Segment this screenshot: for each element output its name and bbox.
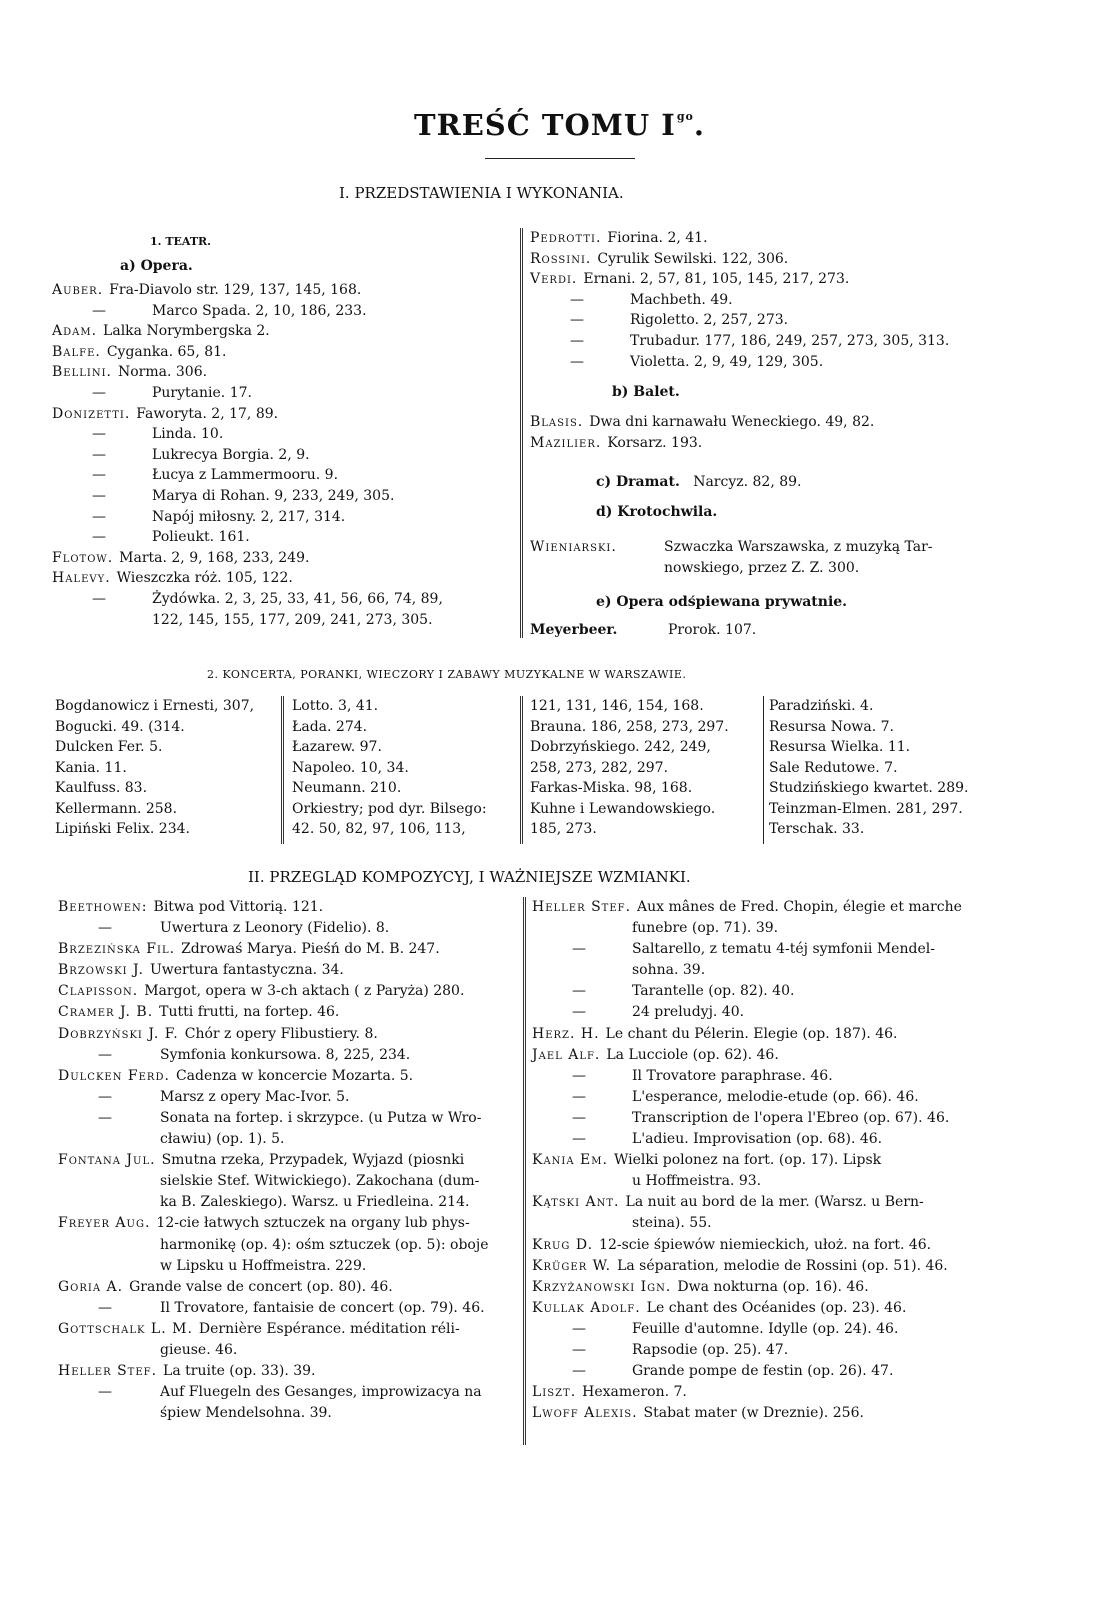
entry-composer: — bbox=[572, 1320, 586, 1337]
entry-title: Grande pompe de festin (op. 26). 47. bbox=[632, 1363, 894, 1380]
entry-title: La séparation, melodie de Rossini (op. 51). 46. bbox=[617, 1257, 948, 1274]
section-2-heading: 2. KONCERTA, PORANKI, WIECZORY I ZABAWY MUZYKALNE W WARSZAWIE. bbox=[207, 668, 687, 681]
entry-composer: — bbox=[92, 384, 106, 401]
entry-composer: Donizetti. bbox=[52, 405, 131, 422]
entry-title: Wielki polonez na fort. (op. 17). Lipsk bbox=[613, 1152, 882, 1169]
koncert-item: Napoleo. 10, 34. bbox=[292, 759, 409, 776]
entry-title: Dernière Espérance. méditation réli- bbox=[198, 1320, 460, 1337]
entry-row bbox=[52, 321, 512, 342]
przeglad-list-right bbox=[532, 897, 1022, 1424]
koncert-item: Sale Redutowe. 7. bbox=[769, 759, 898, 776]
entry-row bbox=[532, 1340, 1022, 1361]
entry-title: Violetta. 2, 9, 49, 129, 305. bbox=[630, 353, 824, 370]
entry-row bbox=[532, 1066, 1022, 1087]
krotochwila-heading: d) Krotochwila. bbox=[596, 504, 718, 520]
koncert-item: Bogdanowicz i Ernesti, 307, bbox=[55, 698, 255, 714]
opera-prywatnie-heading: e) Opera odśpiewana prywatnie. bbox=[596, 594, 848, 610]
entry-title: 12-scie śpiewów niemieckich, ułoż. na fort. 46. bbox=[599, 1236, 932, 1253]
entry-row bbox=[532, 1129, 1022, 1150]
entry-row bbox=[532, 1361, 1022, 1382]
entry-composer: Halevy. bbox=[52, 570, 111, 587]
entry-row bbox=[52, 486, 512, 507]
entry-composer: — bbox=[572, 1363, 586, 1380]
opera-list-left bbox=[52, 280, 512, 630]
teatr-heading: 1. TEATR. bbox=[150, 235, 211, 248]
entry-row bbox=[58, 1045, 518, 1066]
opera-prywatnie-entry: Meyerbeer. Prorok. 107. bbox=[530, 622, 757, 638]
entry-title: Machbeth. 49. bbox=[630, 291, 733, 308]
entry-title: Rapsodie (op. 25). 47. bbox=[632, 1341, 789, 1358]
entry-composer: — bbox=[572, 1088, 586, 1105]
entry-title: Grande valse de concert (op. 80). 46. bbox=[129, 1278, 393, 1295]
entry-title: 12-cie łatwych sztuczek na organy lub phys- bbox=[156, 1215, 470, 1232]
entry-title: Marco Spada. 2, 10, 186, 233. bbox=[152, 302, 367, 319]
dramat-row: c) Dramat. Narcyz. 82, 89. bbox=[596, 474, 802, 490]
entry-row bbox=[52, 280, 512, 301]
entry-row bbox=[52, 568, 512, 589]
entry-row bbox=[530, 331, 1030, 352]
przeglad-list-left bbox=[58, 897, 518, 1424]
entry-composer: — bbox=[98, 1299, 112, 1316]
entry-title: w Lipsku u Hoffmeistra. 229. bbox=[160, 1257, 367, 1274]
section-1-heading: I. PRZEDSTAWIENIA I WYKONANIA. bbox=[339, 184, 624, 202]
entry-title: Symfonia konkursowa. 8, 225, 234. bbox=[160, 1046, 411, 1063]
entry-row bbox=[532, 939, 1022, 960]
entry-row bbox=[530, 249, 1030, 270]
entry-title: L'adieu. Improvisation (op. 68). 46. bbox=[632, 1131, 883, 1148]
entry-composer: — bbox=[572, 1341, 586, 1358]
entry-composer: — bbox=[572, 1067, 586, 1084]
opera-list-right bbox=[530, 228, 1030, 372]
entry-composer: Kullak Adolf. bbox=[532, 1299, 641, 1316]
koncert-item: Kania. 11. bbox=[55, 759, 127, 776]
entry-row bbox=[52, 301, 512, 322]
entry-row bbox=[58, 1129, 518, 1150]
entry-row bbox=[58, 1213, 518, 1234]
entry-composer: — bbox=[572, 1004, 586, 1021]
entry-title: Stabat mater (w Dreznie). 256. bbox=[643, 1405, 864, 1422]
opera-heading: a) Opera. bbox=[120, 258, 193, 274]
entry-composer: — bbox=[98, 1046, 112, 1063]
entry-row bbox=[52, 404, 512, 425]
entry-composer: Herz. H. bbox=[532, 1025, 600, 1042]
entry-title: Le chant des Océanides (op. 23). 46. bbox=[646, 1299, 907, 1316]
entry-title: Il Trovatore, fantaisie de concert (op. 79). 46. bbox=[160, 1299, 485, 1316]
entry-composer: Beethowen: bbox=[58, 899, 148, 915]
entry-title: Cyganka. 65, 81. bbox=[106, 343, 227, 360]
koncert-item: Kuhne i Lewandowskiego. bbox=[530, 800, 716, 817]
entry-title: gieuse. 46. bbox=[160, 1341, 238, 1358]
koncert-item: Łazarew. 97. bbox=[292, 739, 382, 755]
entry-composer: Gottschalk L. M. bbox=[58, 1320, 193, 1337]
koncert-item: Brauna. 186, 258, 273, 297. bbox=[530, 718, 729, 735]
entry-row bbox=[532, 1108, 1022, 1129]
entry-title: Trubadur. 177, 186, 249, 257, 273, 305, 313. bbox=[630, 332, 950, 349]
entry-row bbox=[58, 1235, 518, 1256]
entry-title: Dwa nokturna (op. 16). 46. bbox=[677, 1278, 869, 1295]
entry-row bbox=[532, 1319, 1022, 1340]
entry-title: Tutti frutti, na fortep. 46. bbox=[159, 1004, 340, 1021]
entry-composer: — bbox=[92, 467, 106, 484]
koncert-item: Paradziński. 4. bbox=[769, 698, 874, 714]
entry-composer: Kania Em. bbox=[532, 1152, 608, 1169]
entry-row bbox=[532, 1235, 1022, 1256]
entry-composer: Auber. bbox=[52, 282, 104, 298]
entry-composer: — bbox=[572, 941, 586, 958]
entry-title: La nuit au bord de la mer. (Warsz. u Bern- bbox=[625, 1194, 924, 1211]
entry-composer: — bbox=[572, 983, 586, 1000]
entry-composer: Krüger W. bbox=[532, 1257, 612, 1274]
entry-title: Uwertura z Leonory (Fidelio). 8. bbox=[160, 920, 390, 937]
entry-row bbox=[58, 1108, 518, 1129]
column-divider-3 bbox=[520, 696, 523, 844]
entry-composer: Kątski Ant. bbox=[532, 1194, 620, 1211]
entry-row bbox=[58, 1066, 518, 1087]
koncert-item: Teinzman-Elmen. 281, 297. bbox=[769, 800, 963, 817]
entry-composer: — bbox=[98, 920, 112, 937]
entry-composer: — bbox=[570, 353, 584, 370]
entry-title: Purytanie. 17. bbox=[152, 384, 252, 401]
koncert-item: Dulcken Fer. 5. bbox=[55, 739, 163, 755]
entry-composer: Liszt. bbox=[532, 1384, 577, 1401]
koncert-item: Studzińskiego kwartet. 289. bbox=[769, 780, 969, 796]
koncerty-col-1 bbox=[55, 696, 277, 840]
entry-title: Faworyta. 2, 17, 89. bbox=[136, 405, 279, 422]
entry-composer: — bbox=[92, 302, 106, 319]
entry-row bbox=[532, 1256, 1022, 1277]
entry-title: Łucya z Lammermooru. 9. bbox=[152, 467, 339, 484]
entry-row bbox=[532, 1298, 1022, 1319]
entry-composer: Jael Alf. bbox=[532, 1046, 601, 1063]
entry-row bbox=[52, 465, 512, 486]
entry-title: Cyrulik Sewilski. 122, 306. bbox=[597, 250, 789, 267]
entry-title: La Lucciole (op. 62). 46. bbox=[606, 1046, 779, 1063]
entry-title: Transcription de l'opera l'Ebreo (op. 67). 46. bbox=[632, 1109, 950, 1126]
entry-title: ka B. Zaleskiego). Warsz. u Friedleina. 214. bbox=[160, 1194, 470, 1211]
entry-title: Tarantelle (op. 82). 40. bbox=[632, 983, 795, 1000]
entry-composer: Adam. bbox=[52, 323, 98, 340]
column-divider-4 bbox=[763, 696, 764, 844]
entry-title: L'esperance, melodie-etude (op. 66). 46. bbox=[632, 1088, 919, 1105]
entry-title: cławiu) (op. 1). 5. bbox=[160, 1131, 285, 1148]
entry-composer: Fontana Jul. bbox=[58, 1152, 156, 1169]
entry-composer: Balfe. bbox=[52, 343, 101, 360]
entry-title: Polieukt. 161. bbox=[152, 529, 250, 546]
entry-row bbox=[532, 1024, 1022, 1045]
koncert-item: Resursa Wielka. 11. bbox=[769, 739, 911, 755]
entry-row bbox=[532, 1045, 1022, 1066]
krotochwila-entry: Wieniarski. Szwaczka Warszawska, z muzyką Tar- nowskiego, przez Z. Z. 300. bbox=[530, 539, 933, 576]
entry-composer: Goria A. bbox=[58, 1278, 124, 1295]
entry-title: La truite (op. 33). 39. bbox=[163, 1363, 316, 1380]
entry-title: Marsz z opery Mac-Ivor. 5. bbox=[160, 1088, 350, 1105]
entry-composer: Blasis. bbox=[530, 414, 584, 430]
entry-row bbox=[532, 897, 1022, 918]
entry-title: Sonata na fortep. i skrzypce. (u Putza w Wro- bbox=[160, 1109, 482, 1126]
koncert-item: Kaulfuss. 83. bbox=[55, 780, 148, 796]
column-divider-1 bbox=[520, 228, 523, 638]
entry-composer: — bbox=[92, 426, 106, 443]
entry-title: Rigoletto. 2, 257, 273. bbox=[630, 312, 789, 329]
entry-title: Cadenza w koncercie Mozarta. 5. bbox=[175, 1067, 414, 1084]
koncert-item: Bogucki. 49. (314. bbox=[55, 718, 185, 735]
entry-title: Żydówka. 2, 3, 25, 33, 41, 56, 66, 74, 89, bbox=[152, 590, 443, 607]
entry-title: 122, 145, 155, 177, 209, 241, 273, 305. bbox=[152, 611, 433, 628]
entry-composer: Lwoff Alexis. bbox=[532, 1405, 638, 1422]
koncert-item: 121, 131, 146, 154, 168. bbox=[530, 698, 704, 714]
koncerty-col-4 bbox=[769, 696, 1019, 840]
entry-title: 24 preludyj. 40. bbox=[632, 1004, 745, 1021]
entry-composer: Brzezińska Fil. bbox=[58, 941, 176, 958]
entry-title: Norma. 306. bbox=[117, 364, 208, 381]
entry-title: Lukrecya Borgia. 2, 9. bbox=[152, 446, 310, 463]
title-divider bbox=[485, 158, 635, 159]
koncert-item: Lipiński Felix. 234. bbox=[55, 821, 190, 837]
entry-row bbox=[532, 1150, 1022, 1171]
entry-title: Korsarz. 193. bbox=[607, 434, 703, 451]
entry-row bbox=[52, 507, 512, 528]
entry-composer: Bellini. bbox=[52, 364, 112, 381]
koncert-item: Kellermann. 258. bbox=[55, 800, 178, 817]
entry-row bbox=[532, 1087, 1022, 1108]
entry-row bbox=[532, 1277, 1022, 1298]
entry-composer: Clapisson. bbox=[58, 983, 139, 1000]
entry-composer: Dulcken Ferd. bbox=[58, 1067, 170, 1084]
entry-row bbox=[532, 1382, 1022, 1403]
entry-title: Auf Fluegeln des Gesanges, improwizacya na bbox=[160, 1384, 482, 1401]
entry-row bbox=[532, 1171, 1022, 1192]
entry-row bbox=[58, 1150, 518, 1171]
entry-row bbox=[530, 290, 1030, 311]
entry-title: Zdrowaś Marya. Pieśń do M. B. 247. bbox=[181, 941, 440, 958]
entry-row bbox=[52, 589, 512, 610]
entry-row bbox=[52, 445, 512, 466]
entry-title: Saltarello, z tematu 4-téj symfonii Mendel- bbox=[632, 941, 935, 958]
entry-row bbox=[58, 918, 518, 939]
koncert-item: Resursa Nowa. 7. bbox=[769, 718, 894, 735]
entry-row bbox=[532, 1213, 1022, 1234]
entry-title: Fiorina. 2, 41. bbox=[607, 230, 708, 246]
entry-title: Margot, opera w 3-ch aktach ( z Paryża) 280. bbox=[144, 983, 465, 1000]
koncert-item: 258, 273, 282, 297. bbox=[530, 759, 669, 776]
balet-heading: b) Balet. bbox=[612, 384, 680, 400]
entry-title: Lalka Norymbergska 2. bbox=[103, 323, 270, 340]
entry-row bbox=[52, 383, 512, 404]
entry-row bbox=[58, 1192, 518, 1213]
entry-title: Smutna rzeka, Przypadek, Wyjazd (piosnki bbox=[161, 1152, 465, 1169]
entry-composer: Heller Stef. bbox=[58, 1363, 158, 1380]
column-divider-5 bbox=[523, 897, 526, 1445]
entry-title: Aux mânes de Fred. Chopin, élegie et marche bbox=[637, 899, 962, 915]
entry-title: śpiew Mendelsohna. 39. bbox=[160, 1405, 332, 1422]
entry-title: Chór z opery Flibustiery. 8. bbox=[184, 1025, 378, 1042]
entry-row bbox=[58, 1024, 518, 1045]
entry-title: Marya di Rohan. 9, 233, 249, 305. bbox=[152, 487, 395, 504]
entry-composer: Brzowski J. bbox=[58, 962, 144, 979]
entry-row bbox=[532, 1192, 1022, 1213]
entry-title: sielskie Stef. Witwickiego). Zakochana (dum- bbox=[160, 1173, 480, 1190]
entry-row bbox=[58, 939, 518, 960]
entry-title: steina). 55. bbox=[632, 1215, 712, 1232]
entry-composer: Flotow. bbox=[52, 549, 114, 566]
entry-composer: — bbox=[92, 529, 106, 546]
entry-row bbox=[530, 352, 1030, 373]
entry-title: Ernani. 2, 57, 81, 105, 145, 217, 273. bbox=[583, 271, 850, 288]
entry-title: sohna. 39. bbox=[632, 962, 706, 979]
entry-row bbox=[530, 228, 1030, 249]
entry-composer: — bbox=[98, 1088, 112, 1105]
entry-title: Il Trovatore paraphrase. 46. bbox=[632, 1067, 833, 1084]
koncert-item: Orkiestry; pod dyr. Bilsego: bbox=[292, 800, 487, 817]
entry-composer: — bbox=[92, 487, 106, 504]
section-3-heading: II. PRZEGLĄD KOMPOZYCYJ, I WAŻNIEJSZE WZMIANKI. bbox=[248, 868, 691, 886]
entry-composer: — bbox=[92, 446, 106, 463]
entry-row bbox=[58, 1256, 518, 1277]
koncert-item: Terschak. 33. bbox=[769, 821, 865, 837]
entry-composer: Freyer Aug. bbox=[58, 1215, 151, 1232]
entry-title: Le chant du Pélerin. Elegie (op. 187). 46. bbox=[605, 1025, 898, 1042]
entry-composer: — bbox=[98, 1384, 112, 1401]
entry-row bbox=[58, 1382, 518, 1403]
koncert-item: 42. 50, 82, 97, 106, 113, bbox=[292, 821, 466, 837]
entry-row bbox=[532, 1403, 1022, 1424]
entry-row bbox=[52, 424, 512, 445]
entry-composer: Pedrotti. bbox=[530, 230, 602, 246]
entry-row bbox=[532, 981, 1022, 1002]
entry-composer: — bbox=[98, 1109, 112, 1126]
entry-composer: — bbox=[572, 1131, 586, 1148]
entry-composer: — bbox=[570, 312, 584, 329]
entry-title: u Hoffmeistra. 93. bbox=[632, 1173, 762, 1190]
entry-row bbox=[532, 1002, 1022, 1023]
entry-row bbox=[58, 1171, 518, 1192]
entry-row bbox=[58, 1403, 518, 1424]
entry-row bbox=[52, 610, 512, 631]
entry-row bbox=[58, 1002, 518, 1023]
entry-composer: Verdi. bbox=[530, 271, 578, 288]
entry-title: Dwa dni karnawału Weneckiego. 49, 82. bbox=[589, 414, 875, 430]
entry-title: Napój miłosny. 2, 217, 314. bbox=[152, 508, 346, 525]
entry-row bbox=[530, 412, 1030, 433]
balet-list bbox=[530, 412, 1030, 453]
entry-composer: Heller Stef. bbox=[532, 899, 632, 915]
entry-row bbox=[58, 1087, 518, 1108]
entry-title: Feuille d'automne. Idylle (op. 24). 46. bbox=[632, 1320, 899, 1337]
koncert-item: Farkas-Miska. 98, 168. bbox=[530, 780, 693, 796]
entry-row bbox=[52, 342, 512, 363]
entry-row bbox=[58, 1361, 518, 1382]
entry-row bbox=[58, 981, 518, 1002]
page-title: TREŚĆ TOMU $I^{go}$. bbox=[414, 108, 705, 142]
entry-composer: Dobrzyński J. F. bbox=[58, 1025, 179, 1042]
entry-row bbox=[58, 1319, 518, 1340]
column-divider-2 bbox=[281, 696, 284, 844]
entry-composer: — bbox=[572, 1109, 586, 1126]
entry-composer: Mazilier. bbox=[530, 434, 602, 451]
entry-title: harmonikę (op. 4): ośm sztuczek (op. 5): oboje bbox=[160, 1236, 489, 1253]
entry-title: Marta. 2, 9, 168, 233, 249. bbox=[119, 549, 310, 566]
entry-title: Uwertura fantastyczna. 34. bbox=[149, 962, 344, 979]
entry-title: Fra-Diavolo str. 129, 137, 145, 168. bbox=[109, 282, 362, 298]
entry-composer: — bbox=[570, 332, 584, 349]
entry-composer: — bbox=[92, 590, 106, 607]
entry-composer: Rossini. bbox=[530, 250, 592, 267]
koncert-item: Neumann. 210. bbox=[292, 780, 402, 796]
entry-composer: Krug D. bbox=[532, 1236, 594, 1253]
entry-row bbox=[58, 897, 518, 918]
koncerty-col-3 bbox=[530, 696, 760, 840]
entry-row bbox=[532, 918, 1022, 939]
koncerty-col-2 bbox=[292, 696, 516, 840]
koncert-item: Lotto. 3, 41. bbox=[292, 698, 379, 714]
entry-title: Hexameron. 7. bbox=[582, 1384, 687, 1401]
entry-row bbox=[52, 527, 512, 548]
entry-title: Bitwa pod Vittorią. 121. bbox=[153, 899, 324, 915]
koncert-item: Łada. 274. bbox=[292, 718, 368, 735]
entry-composer: Krzyżanowski Ign. bbox=[532, 1278, 672, 1295]
entry-title: funebre (op. 71). 39. bbox=[632, 920, 779, 937]
entry-row bbox=[530, 269, 1030, 290]
entry-row bbox=[52, 362, 512, 383]
entry-row bbox=[530, 433, 1030, 454]
koncert-item: 185, 273. bbox=[530, 821, 597, 837]
entry-title: Linda. 10. bbox=[152, 426, 224, 443]
entry-row bbox=[58, 960, 518, 981]
entry-row bbox=[530, 310, 1030, 331]
entry-title: Wieszczka róż. 105, 122. bbox=[116, 570, 293, 587]
entry-row bbox=[58, 1298, 518, 1319]
koncert-item: Dobrzyńskiego. 242, 249, bbox=[530, 739, 711, 755]
entry-row bbox=[58, 1340, 518, 1361]
entry-composer: — bbox=[570, 291, 584, 308]
entry-composer: — bbox=[92, 508, 106, 525]
entry-row bbox=[52, 548, 512, 569]
entry-row bbox=[58, 1277, 518, 1298]
entry-row bbox=[532, 960, 1022, 981]
entry-composer: Cramer J. B. bbox=[58, 1004, 154, 1021]
